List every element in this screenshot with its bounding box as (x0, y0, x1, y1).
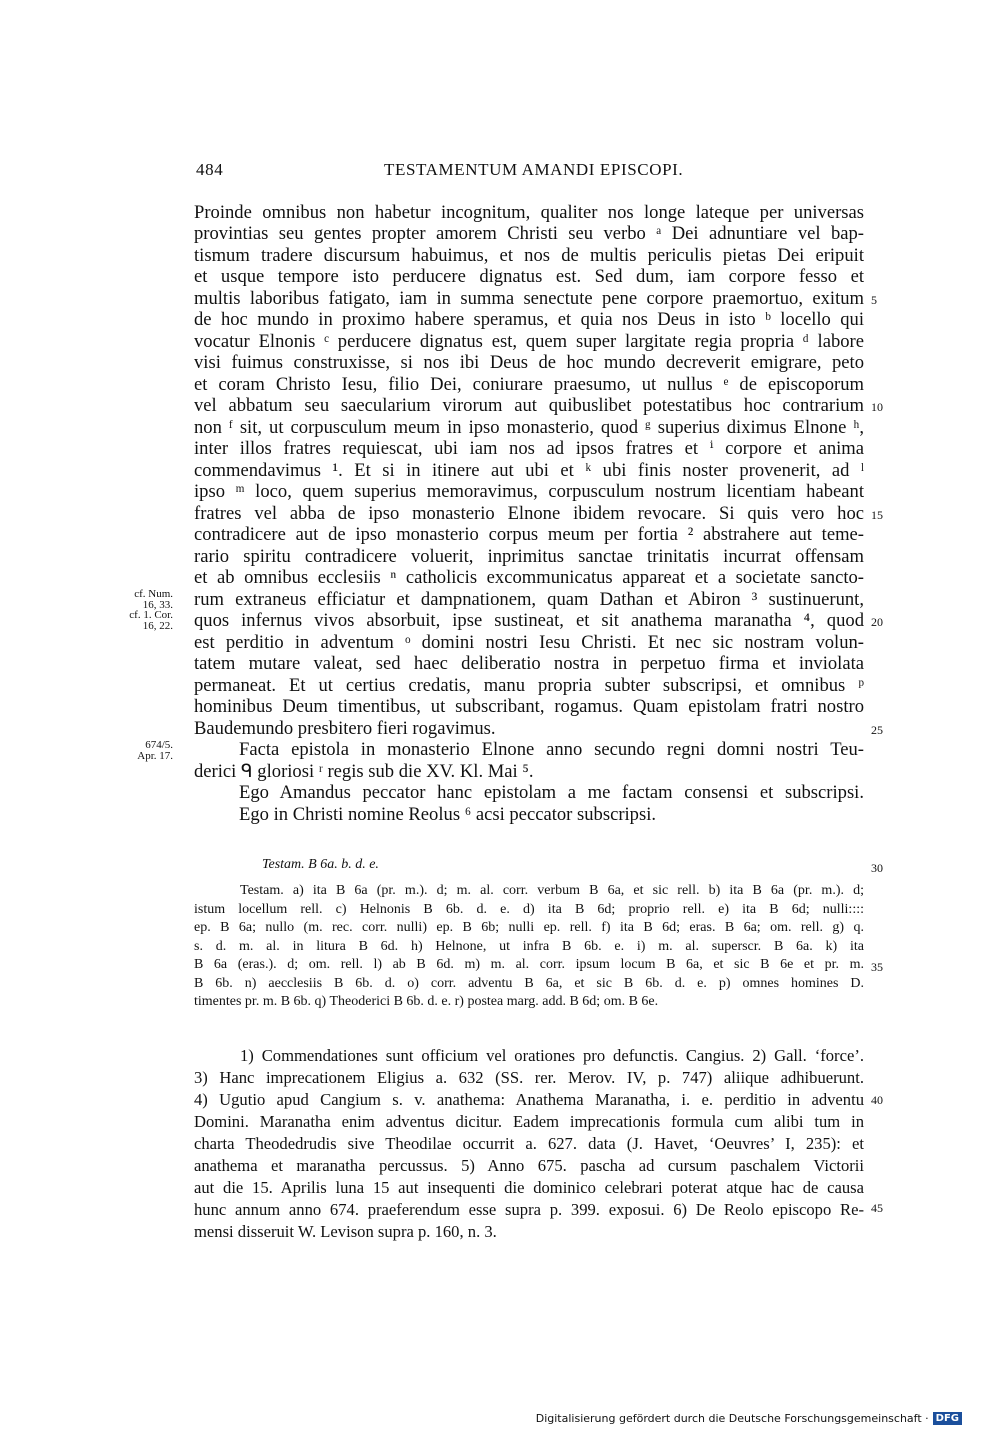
dfg-logo: DFG (933, 1412, 962, 1425)
footnote-line: mensi disseruit W. Levison supra p. 160, n. 3. (194, 1222, 497, 1241)
text-line: et usque tempore isto perducere dignatus est. Sed dum, iam corpore fesso et (194, 266, 864, 287)
text-line: multis laboribus fatigato, iam in summa senectute pene corpore praemortuo, exitum (194, 288, 864, 309)
text-line: visi fuimus construxisse, si nos ibi Deus de hoc mundo decreverit emigrare, peto (194, 352, 864, 373)
text-line: rario spiritu contradicere voluerit, inprimitus sanctae trinitatis incurrat offensam (194, 546, 864, 567)
apparatus-line: s. d. m. al. in litura B 6d. h) Helnone, ut infra B 6b. e. i) m. al. superscr. B 6a. k) ita (194, 939, 864, 954)
footnote-line: 1) Commendationes sunt officium vel orationes pro defunctis. Cangius. 2) Gall. ‘force’. (240, 1046, 864, 1065)
apparatus-line: B 6b. n) aecclesiis B 6b. d. o) corr. adventu B 6a, et sic B 6b. d. e. p) omnes homines D. (194, 976, 864, 991)
text-line: commendavimus ¹. Et si in itinere aut ubi et ᵏ ubi finis noster provenerit, ad ˡ (194, 460, 864, 481)
siglum: Testam. B 6a. b. d. e. (262, 857, 379, 872)
line-number: 45 (871, 1201, 883, 1215)
page-number: 484 (196, 160, 224, 179)
footnote-line: charta Theodedrudis sive Theodilae occurrit a. 627. data (J. Havet, ‘Oeuvres’ I, 235): et (194, 1134, 864, 1153)
apparatus-line: Testam. a) ita B 6a (pr. m.). d; m. al. corr. verbum B 6a, et sic rell. b) ita B 6a (pr. m.). d; (240, 883, 864, 898)
text-line: inter illos fratres requiescat, ubi iam nos ad ipsos fratres et ⁱ corpore et anima (194, 438, 864, 459)
line-number: 5 (871, 293, 877, 307)
line-number: 30 (871, 861, 883, 875)
text-line: vocatur Elnonis ᶜ perducere dignatus est, quem super largitate regia propria ᵈ labore (194, 331, 864, 352)
apparatus-line: B 6a (eras.). d; om. rell. l) ab B 6d. m) m. al. corr. ipsum locum B 6a, et sic B 6e et pr. m. (194, 957, 864, 972)
line-number: 40 (871, 1093, 883, 1107)
digitization-credit (536, 1412, 962, 1425)
line-number: 25 (871, 723, 883, 737)
text-line: Proinde omnibus non habetur incognitum, qualiter nos longe lateque per universas (194, 202, 864, 223)
text-line: est perditio in adventum ᵒ domini nostri Iesu Christi. Et nec sic nostram volun- (194, 632, 864, 653)
text-line: tatem mutare valeat, sed haec deliberatio nostra in perpetuo firma et inviolata (194, 653, 864, 674)
credit-text: Digitalisierung gefördert durch die Deutsche Forschungsgemeinschaft · (535, 1412, 929, 1425)
footnote-line: hunc annum anno 674. praeferendum esse supra p. 399. exposui. 6) De Reolo episcopo Re- (194, 1200, 864, 1219)
apparatus-line: timentes pr. m. B 6b. q) Theoderici B 6b. d. e. r) postea marg. add. B 6d; om. B 6e. (194, 994, 659, 1009)
footnote-line: 3) Hanc imprecationem Eligius a. 632 (SS. rer. Merov. IV, p. 747) aliique adhibuerunt. (194, 1068, 864, 1087)
text-line: et ab omnibus ecclesiis ⁿ catholicis excommunicatus appareat et a societate sancto- (194, 567, 864, 588)
footnote-line: anathema et maranatha percussus. 5) Anno 675. pascha ad cursum paschalem Victorii (194, 1156, 864, 1175)
text-line: ipso ᵐ loco, quem superius memoravimus, corpusculum nostrum licentiam habeant (194, 481, 864, 502)
text-line: hominibus Deum timentibus, ut subscribant, rogamus. Quam epistolam fratri nostro (194, 696, 864, 717)
footnote-line: 4) Ugutio apud Cangium s. v. anathema: Anathema Maranatha, i. e. perditio in adventu (194, 1090, 864, 1109)
line-number: 15 (871, 508, 883, 522)
running-title: TESTAMENTUM AMANDI EPISCOPI. (384, 160, 684, 179)
text-line: permaneat. Et ut certius credatis, manu propria subter subscripsi, et omnibus ᵖ (194, 675, 864, 696)
text-line: fratres vel abba de ipso monasterio Elnone ibidem revocare. Si quis vero hoc (194, 503, 864, 524)
text-line: non ᶠ sit, ut corpusculum meum in ipso monasterio, quod ᵍ superius diximus Elnone ʰ, (194, 417, 864, 438)
line-number: 35 (871, 960, 883, 974)
text-line: Facta epistola in monasterio Elnone anno secundo regni domni nostri Teu- (239, 739, 864, 760)
line-number: 20 (871, 615, 883, 629)
text-line: Ego in Christi nomine Reolus ⁶ acsi peccator subscripsi. (239, 804, 657, 825)
margin-note: cf. 1. Cor. 16, 22. (129, 609, 173, 632)
margin-note: cf. Num. 16, 33. (134, 588, 173, 611)
text-line: et coram Christo Iesu, filio Dei, coniurare praesumo, ut nullus ᵉ de episcoporum (194, 374, 864, 395)
apparatus-line: ep. B 6a; nullo (m. rec. corr. nulli) ep. B 6b; nulli ep. rell. f) ita B 6d; eras. B 6a; om. rell. g) q. (194, 920, 864, 935)
margin-note: 674/5. Apr. 17. (137, 739, 173, 762)
line-number: 10 (871, 400, 883, 414)
text-line: de hoc mundo in proximo habere speramus, et quia nos Deus in isto ᵇ locello qui (194, 309, 864, 330)
footnote-line: aut die 15. Aprilis luna 15 aut insequenti die dominico celebrari poterat atque hac de causa (194, 1178, 864, 1197)
text-line: tismum tradere discursum habuimus, et nos de multis periculis pietas Dei eripuit (194, 245, 864, 266)
text-line: Baudemundo presbitero fieri rogavimus. (194, 718, 496, 739)
text-line: quos infernus vivos absorbuit, ipse sustineat, et sit anathema maranatha ⁴, quod (194, 610, 864, 631)
text-line: rum extraneus efficiatur et dampnationem, quam Dathan et Abiron ³ sustinuerunt, (194, 589, 864, 610)
footnote-line: Domini. Maranatha enim adventus dicitur. Eadem imprecationis formula cum alibi tum in (194, 1112, 864, 1131)
text-line: provintias seu gentes propter amorem Christi seu verbo ᵃ Dei adnuntiare vel bap- (194, 223, 864, 244)
text-line: derici ᑫ gloriosi ʳ regis sub die XV. Kl. Mai ⁵. (194, 761, 534, 782)
text-line: Ego Amandus peccator hanc epistolam a me factam consensi et subscripsi. (239, 782, 864, 803)
apparatus-line: istum locellum rell. c) Helnonis B 6b. d. e. d) ita B 6d; proprio rell. e) ita B 6d; nulli:::: (194, 902, 864, 917)
text-line: vel abbatum seu saecularium virorum aut quibuslibet potestatibus hoc contrarium (194, 395, 864, 416)
text-line: contradicere aut de ipso monasterio corpus meum per fortia ² abstrahere aut teme- (194, 524, 864, 545)
